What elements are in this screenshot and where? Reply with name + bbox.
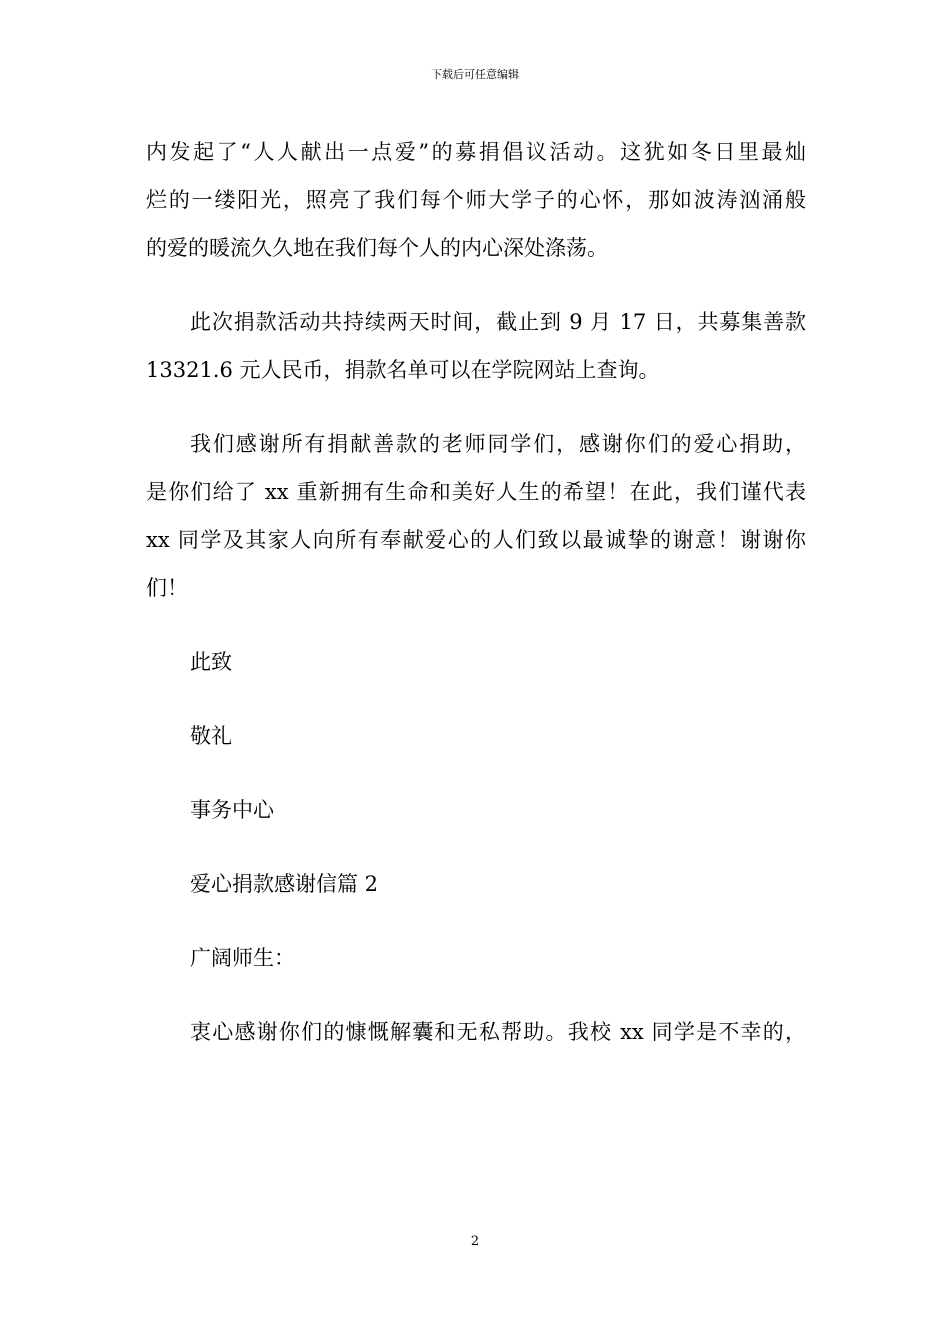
paragraph: [146, 298, 806, 394]
text-line: 我们感谢所有捐献善款的老师同学们，感谢你们的爱心捐助，: [190, 432, 806, 456]
text-line: 是你们给了 xx 重新拥有生命和美好人生的希望！在此，我们谨代表: [146, 480, 806, 504]
text-line: 此次捐款活动共持续两天时间，截止到 9 月 17 日，共募集善款: [190, 310, 806, 334]
closing-regards: [146, 712, 806, 760]
paragraph: [146, 420, 806, 612]
text-line: 烂的一缕阳光，照亮了我们每个师大学子的心怀，那如波涛汹涌般: [146, 188, 806, 212]
signature-org: [146, 786, 806, 834]
text-line: 广阔师生：: [190, 946, 295, 970]
text-line: 此致: [190, 650, 232, 674]
text-line: 们！: [146, 576, 188, 600]
text-line: 敬礼: [190, 724, 232, 748]
text-line: 内发起了“人人献出一点爱”的募捐倡议活动。这犹如冬日里最灿: [146, 140, 806, 164]
section-title: [146, 860, 806, 908]
closing-salutation: [146, 638, 806, 686]
document-body: [146, 128, 806, 1056]
text-line: 爱心捐款感谢信篇 2: [190, 872, 379, 896]
text-line: 事务中心: [190, 798, 274, 822]
text-line: xx 同学及其家人向所有奉献爱心的人们致以最诚挚的谢意！谢谢你: [146, 528, 806, 552]
text-line: 衷心感谢你们的慷慨解囊和无私帮助。我校 xx 同学是不幸的，: [190, 1020, 806, 1044]
paragraph: [146, 128, 806, 272]
text-line: 13321.6 元人民币，捐款名单可以在学院网站上查询。: [146, 358, 660, 382]
greeting: [146, 934, 806, 982]
paragraph: [146, 1008, 806, 1056]
header-note: 下载后可任意编辑: [431, 68, 519, 81]
page-number: 2: [470, 1234, 480, 1249]
text-line: 的爱的暖流久久地在我们每个人的内心深处涤荡。: [146, 236, 608, 260]
